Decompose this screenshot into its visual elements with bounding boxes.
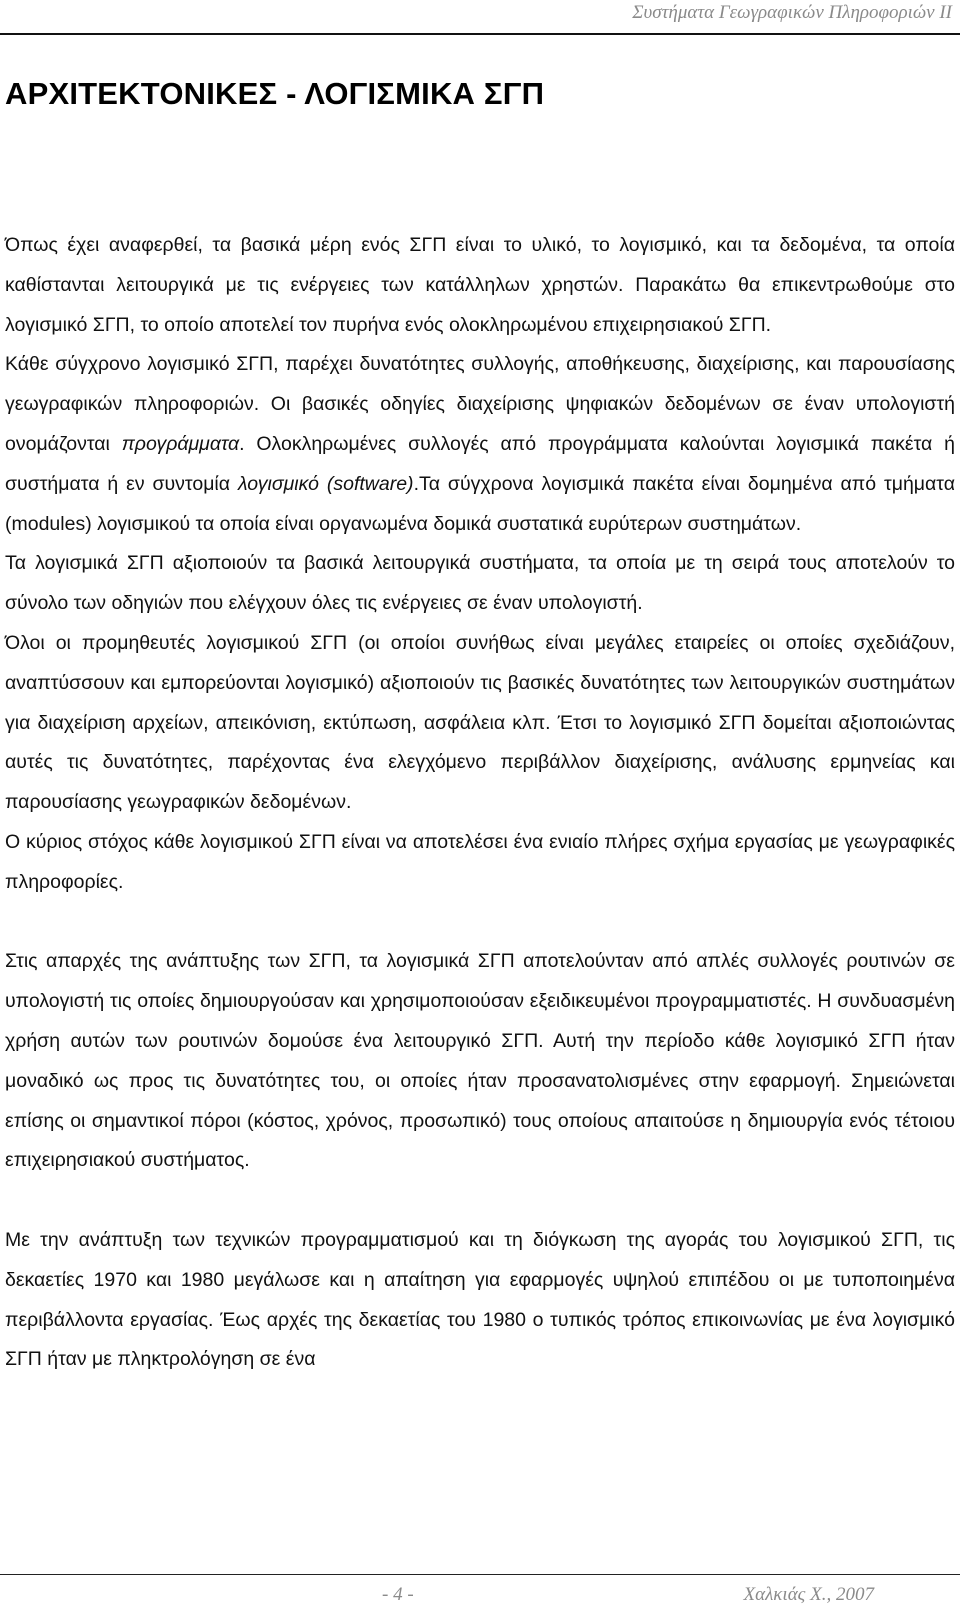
term-programs: προγράμματα	[121, 432, 240, 455]
paragraph-2-text-c: .Τα σύγχρονα λογισμικά πακέτα είναι δομημένα από τμήματα (modules) λογισμικού τα οποία είναι οργανωμένα δομικά συστατικά ευρύτερων συστημάτων.	[5, 472, 955, 535]
footer-author: Χαλκιάς Χ., 2007	[743, 1584, 874, 1605]
paragraph-1: Όπως έχει αναφερθεί, τα βασικά μέρη ενός ΣΓΠ είναι το υλικό, το λογισμικό, και τα δεδομένα, τα οποία καθίστανται λειτουργικά με τις ενέργειες των κατάλληλων χρηστών. Παρακάτω θα επικεντρωθούμε στο λογισμικό ΣΓΠ, το οποίο αποτελεί τον πυρήνα ενός ολοκληρωμένου επιχειρησιακού ΣΓΠ.	[5, 234, 955, 336]
paragraph-2	[5, 345, 955, 544]
paragraph-2-text-a: Κάθε σύγχρονο λογισμικό ΣΓΠ, παρέχει δυνατότητες συλλογής, αποθήκευσης, διαχείρισης, και παρουσίασης γεωγραφικών πληροφοριών. Οι βασικές οδηγίες διαχείρισης ψηφιακών δεδομένων σε έναν υπολογιστή ονομάζονται	[5, 353, 955, 455]
running-header: Συστήματα Γεωγραφικών Πληροφοριών ΙΙ	[632, 2, 952, 23]
paragraph-gap	[5, 1181, 955, 1221]
page-title: ΑΡΧΙΤΕΚΤΟΝΙΚΕΣ - ΛΟΓΙΣΜΙΚΑ ΣΓΠ	[5, 76, 545, 111]
footer-rule	[0, 1574, 960, 1575]
paragraph-4: Όλοι οι προμηθευτές λογισμικού ΣΓΠ (οι οποίοι συνήθως είναι μεγάλες εταιρείες οι οποίες σχεδιάζουν, αναπτύσσουν και εμπορεύονται λογισμικό) αξιοποιούν τις βασικές δυνατότητες των λειτουργικών συστημάτων για διαχείριση αρχείων, απεικόνιση, εκτύπωση, ασφάλεια κλπ. Έτσι το λογισμικό ΣΓΠ δομείται αξιοποιώντας αυτές τις δυνατότητες, παρέχοντας ένα ελεγχόμενο περιβάλλον διαχείρισης, ανάλυσης ερμηνείας και παρουσίασης γεωγραφικών δεδομένων.	[5, 631, 955, 814]
paragraph-gap	[5, 903, 955, 943]
document-body	[5, 226, 955, 1380]
paragraph-7: Με την ανάπτυξη των τεχνικών προγραμματισμού και τη διόγκωση της αγοράς του λογισμικού ΣΓΠ, τις δεκαετίες 1970 και 1980 μεγάλωσε και η απαίτηση για εφαρμογές υψηλού επιπέδου οι με τυποποιημένα περιβάλλοντα εργασίας. Έως αρχές της δεκαετίας του 1980 ο τυπικός τρόπος επικοινωνίας με ένα λογισμικό ΣΓΠ ήταν με πληκτρολόγηση σε ένα	[5, 1228, 955, 1371]
paragraph-5: Ο κύριος στόχος κάθε λογισμικού ΣΓΠ είναι να αποτελέσει ένα ενιαίο πλήρες σχήμα εργασίας με γεωγραφικές πληροφορίες.	[5, 830, 955, 893]
page-number: - 4 -	[382, 1584, 414, 1605]
paragraph-3: Τα λογισμικά ΣΓΠ αξιοποιούν τα βασικά λειτουργικά συστήματα, τα οποία με τη σειρά τους αποτελούν το σύνολο των οδηγιών που ελέγχουν όλες τις ενέργειες σε έναν υπολογιστή.	[5, 552, 955, 615]
paragraph-2-text-b: . Ολοκληρωμένες συλλογές από προγράμματα καλούνται λογισμικά πακέτα ή συστήματα ή εν συντομία	[5, 432, 955, 495]
paragraph-6: Στις απαρχές της ανάπτυξης των ΣΓΠ, τα λογισμικά ΣΓΠ αποτελούνταν από απλές συλλογές ρουτινών σε υπολογιστή τις οποίες δημιουργούσαν και χρησιμοποιούσαν εξειδικευμένοι προγραμματιστές. Η συνδυασμένη χρήση αυτών των ρουτινών δομούσε ένα λειτουργικό ΣΓΠ. Αυτή την περίοδο κάθε λογισμικό ΣΓΠ ήταν μοναδικό ως προς τις δυνατότητες του, οι οποίες ήταν προσανατολισμένες στην εφαρμογή. Σημειώνεται επίσης οι σημαντικοί πόροι (κόστος, χρόνος, προσωπικό) τους οποίους απαιτούσε η δημιουργία ενός τέτοιου επιχειρησιακού συστήματος.	[5, 950, 955, 1172]
term-software: λογισμικό (software)	[237, 472, 414, 495]
header-rule	[0, 33, 960, 35]
